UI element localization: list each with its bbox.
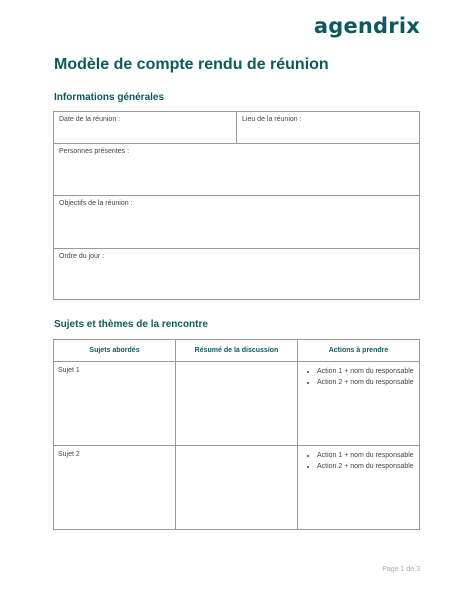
- objectives-field[interactable]: [54, 195, 419, 248]
- table-row: [54, 446, 420, 530]
- date-location-row: [54, 112, 419, 143]
- location-field[interactable]: [236, 112, 419, 143]
- attendees-field[interactable]: [54, 143, 419, 195]
- date-field[interactable]: [54, 112, 236, 143]
- objectives-label: Objectifs de la réunion :: [59, 200, 133, 207]
- action-item: • Action 2 + nom du responsable: [317, 378, 415, 388]
- agendrix-logo: agendrix: [313, 14, 420, 38]
- actions-cell[interactable]: [298, 446, 420, 530]
- page-title: Modèle de compte rendu de réunion: [54, 56, 329, 73]
- agenda-label: Ordre du jour :: [59, 253, 105, 260]
- page-indicator: Page 1 de 3: [382, 566, 420, 573]
- column-header-actions: Actions à prendre: [298, 340, 420, 362]
- column-header-topics: Sujets abordés: [54, 340, 176, 362]
- action-item: • Action 1 + nom du responsable: [317, 451, 415, 461]
- table-header-row: [54, 340, 420, 362]
- topics-table: [53, 339, 420, 530]
- table-row: [54, 362, 420, 446]
- column-header-summary: Résumé de la discussion: [176, 340, 298, 362]
- topics-heading: Sujets et thèmes de la rencontre: [54, 319, 208, 330]
- topic-cell[interactable]: Sujet 1: [54, 362, 176, 446]
- summary-cell[interactable]: [176, 362, 298, 446]
- agenda-field[interactable]: [54, 248, 419, 299]
- location-label: Lieu de la réunion :: [242, 116, 302, 123]
- topic-cell[interactable]: Sujet 2: [54, 446, 176, 530]
- general-info-box: [53, 111, 420, 300]
- attendees-label: Personnes présentes :: [59, 148, 130, 155]
- actions-cell[interactable]: [298, 362, 420, 446]
- general-info-heading: Informations générales: [54, 92, 165, 103]
- actions-list: [302, 367, 415, 387]
- action-item: • Action 1 + nom du responsable: [317, 367, 415, 377]
- summary-cell[interactable]: [176, 446, 298, 530]
- date-label: Date de la réunion :: [59, 116, 121, 123]
- actions-list: [302, 451, 415, 471]
- action-item: • Action 2 + nom du responsable: [317, 462, 415, 472]
